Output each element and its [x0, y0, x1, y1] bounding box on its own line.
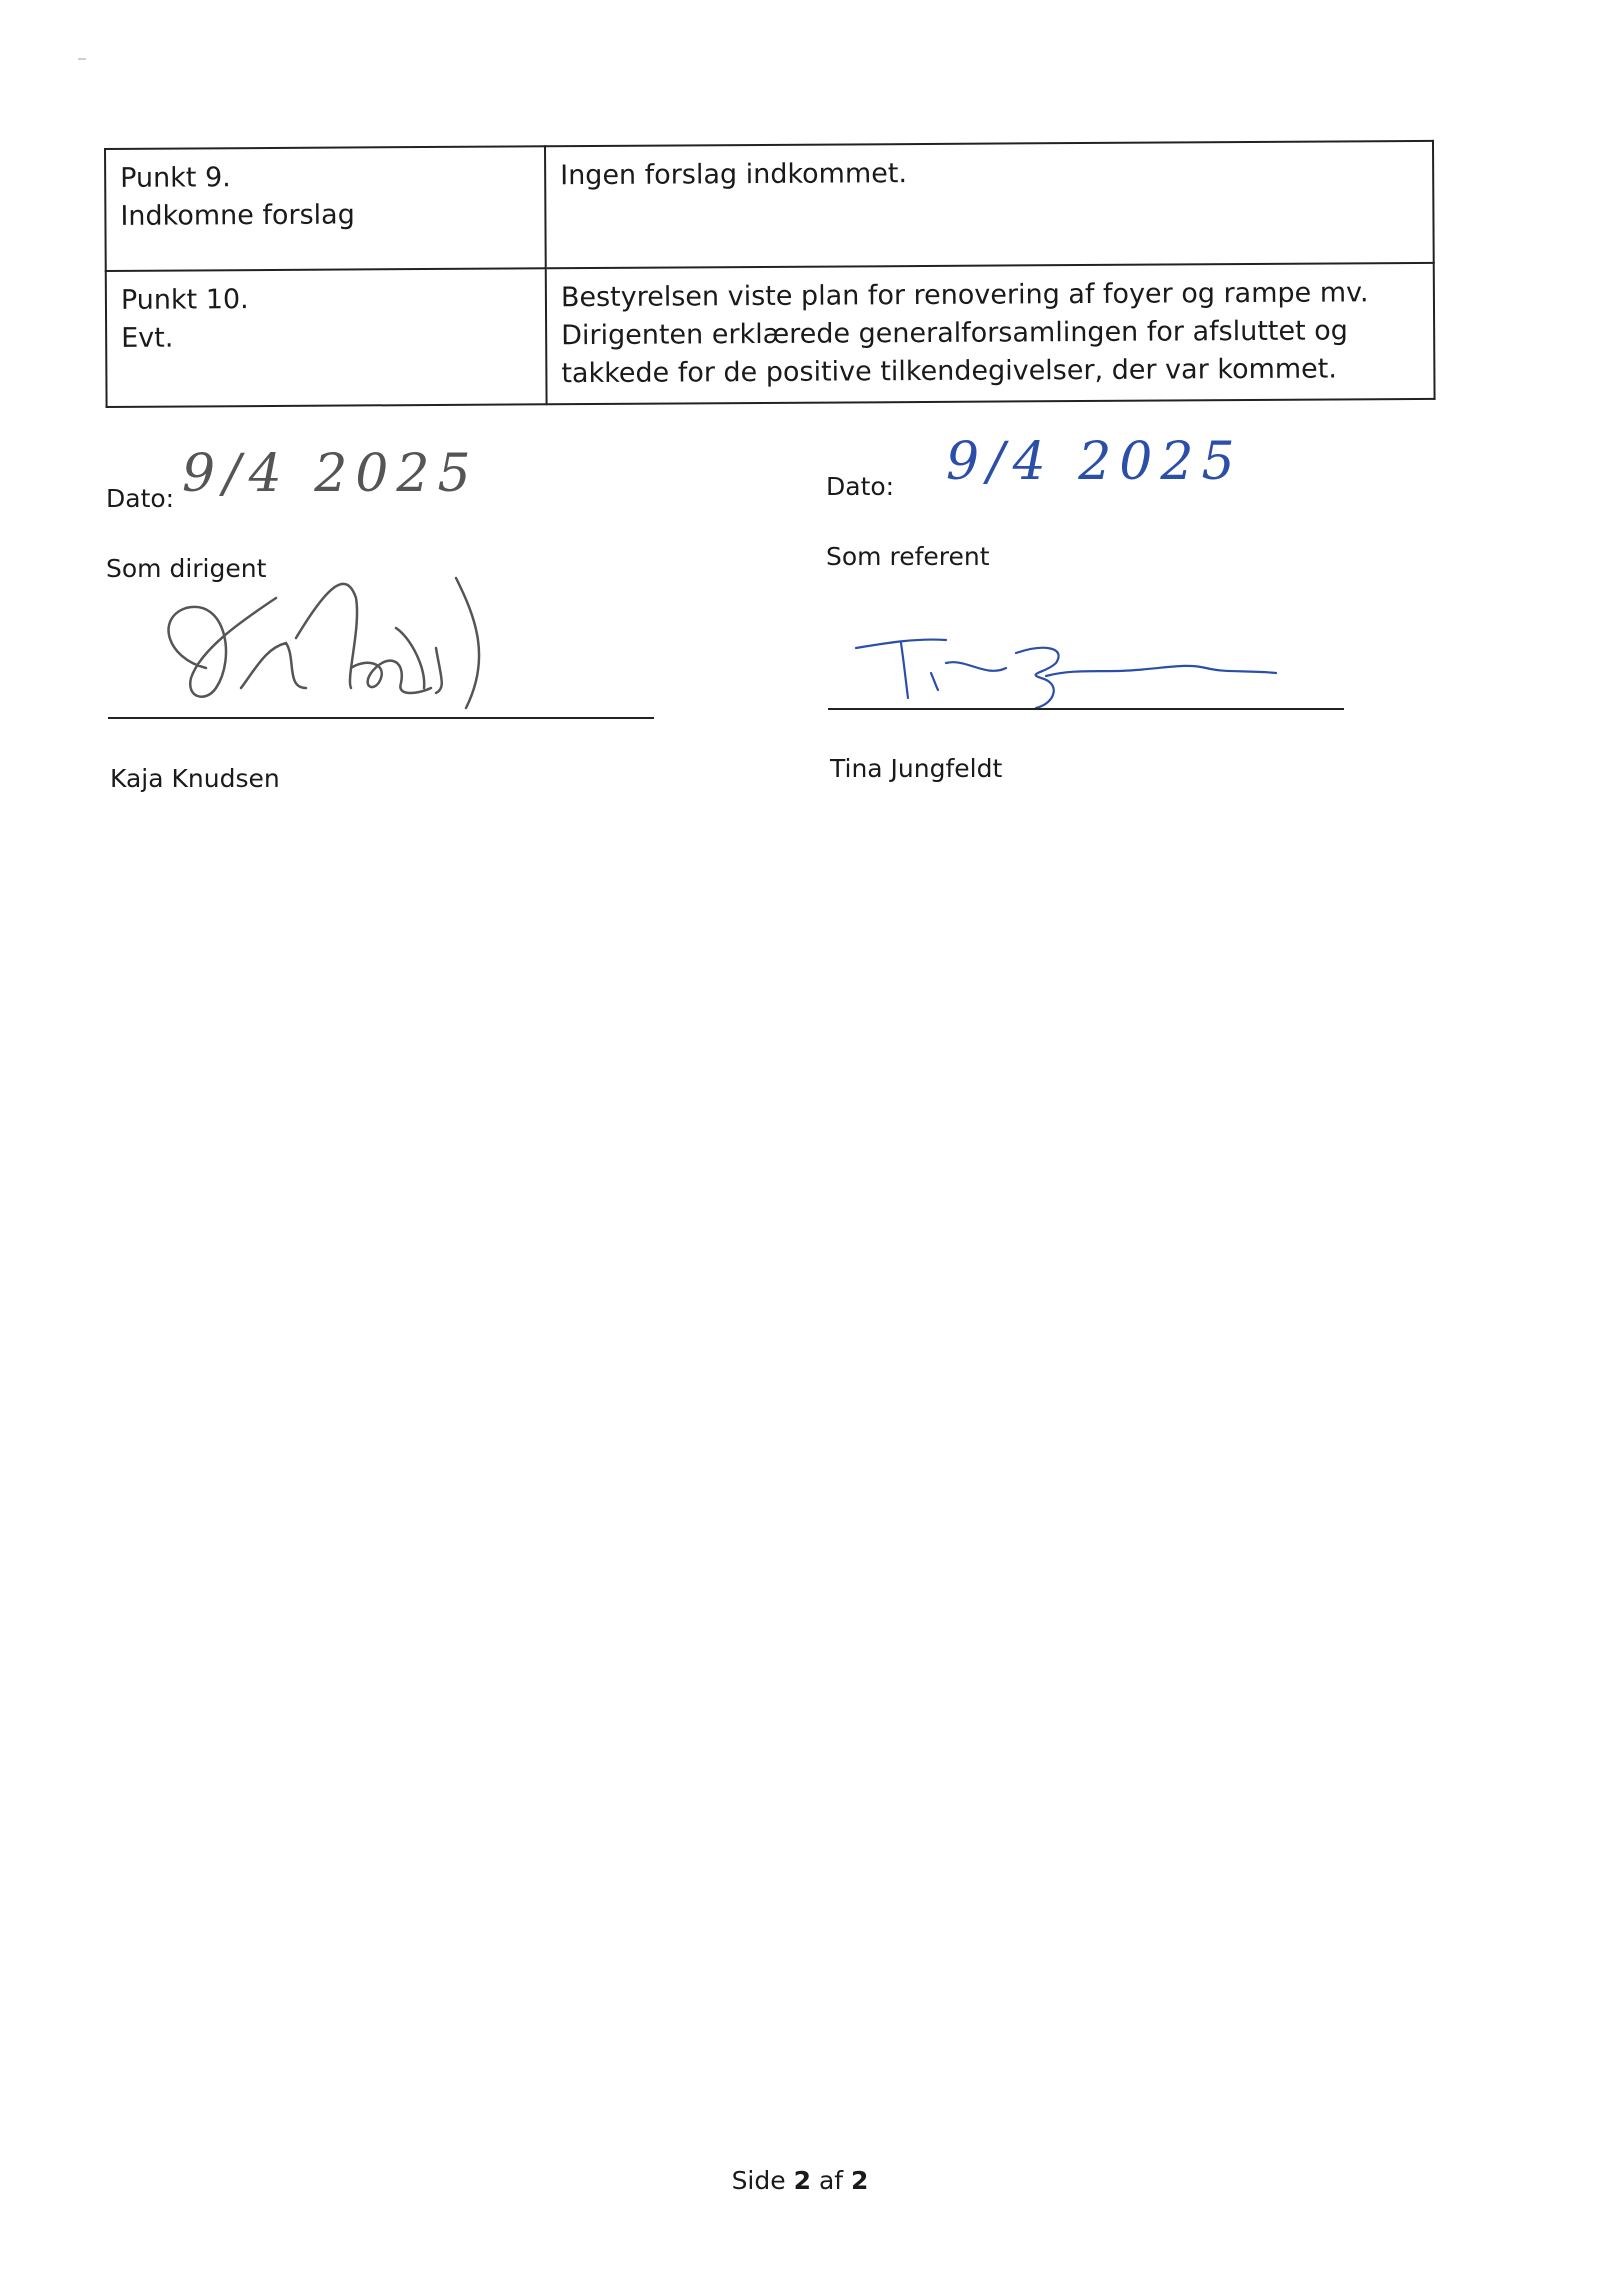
table-row	[105, 141, 1434, 271]
agenda-item-text: Dirigenten erklærede generalforsamlingen for afsluttet og	[561, 315, 1348, 352]
signer-name: Kaja Knudsen	[110, 764, 280, 793]
page-footer	[0, 2166, 1600, 2195]
handwritten-date: 9/4 2025	[182, 444, 479, 504]
footer-prefix: Side	[731, 2166, 786, 2195]
agenda-item-text: Bestyrelsen viste plan for renovering af foyer og rampe mv.	[560, 277, 1369, 314]
table-row	[106, 263, 1435, 407]
agenda-item-content	[545, 141, 1434, 268]
agenda-item-text: Ingen forslag indkommet.	[560, 158, 908, 192]
agenda-table	[104, 140, 1436, 408]
signature-referent-icon	[846, 618, 1306, 718]
footer-middle: af	[818, 2166, 844, 2195]
agenda-item-title: Indkomne forslag	[120, 199, 355, 232]
footer-page-total: 2	[851, 2166, 869, 2195]
signature-dirigent-icon	[146, 548, 626, 718]
agenda-item-label	[105, 146, 546, 271]
agenda-item-content	[546, 263, 1435, 404]
agenda-item-label	[106, 268, 547, 407]
scan-speck	[78, 58, 86, 60]
signature-line	[828, 708, 1344, 710]
date-label: Dato:	[106, 484, 175, 513]
signature-line	[108, 717, 654, 719]
footer-page-number: 2	[793, 2166, 811, 2195]
agenda-item-number: Punkt 10.	[120, 284, 249, 316]
agenda-item-title: Evt.	[121, 322, 174, 354]
role-label: Som referent	[826, 542, 990, 571]
agenda-item-text: takkede for de positive tilkendegivelser, der var kommet.	[561, 353, 1338, 390]
date-label: Dato:	[826, 472, 895, 501]
agenda-item-number: Punkt 9.	[120, 162, 231, 194]
role-label: Som dirigent	[106, 554, 267, 583]
handwritten-date: 9/4 2025	[946, 432, 1243, 492]
signer-name: Tina Jungfeldt	[830, 754, 1003, 783]
